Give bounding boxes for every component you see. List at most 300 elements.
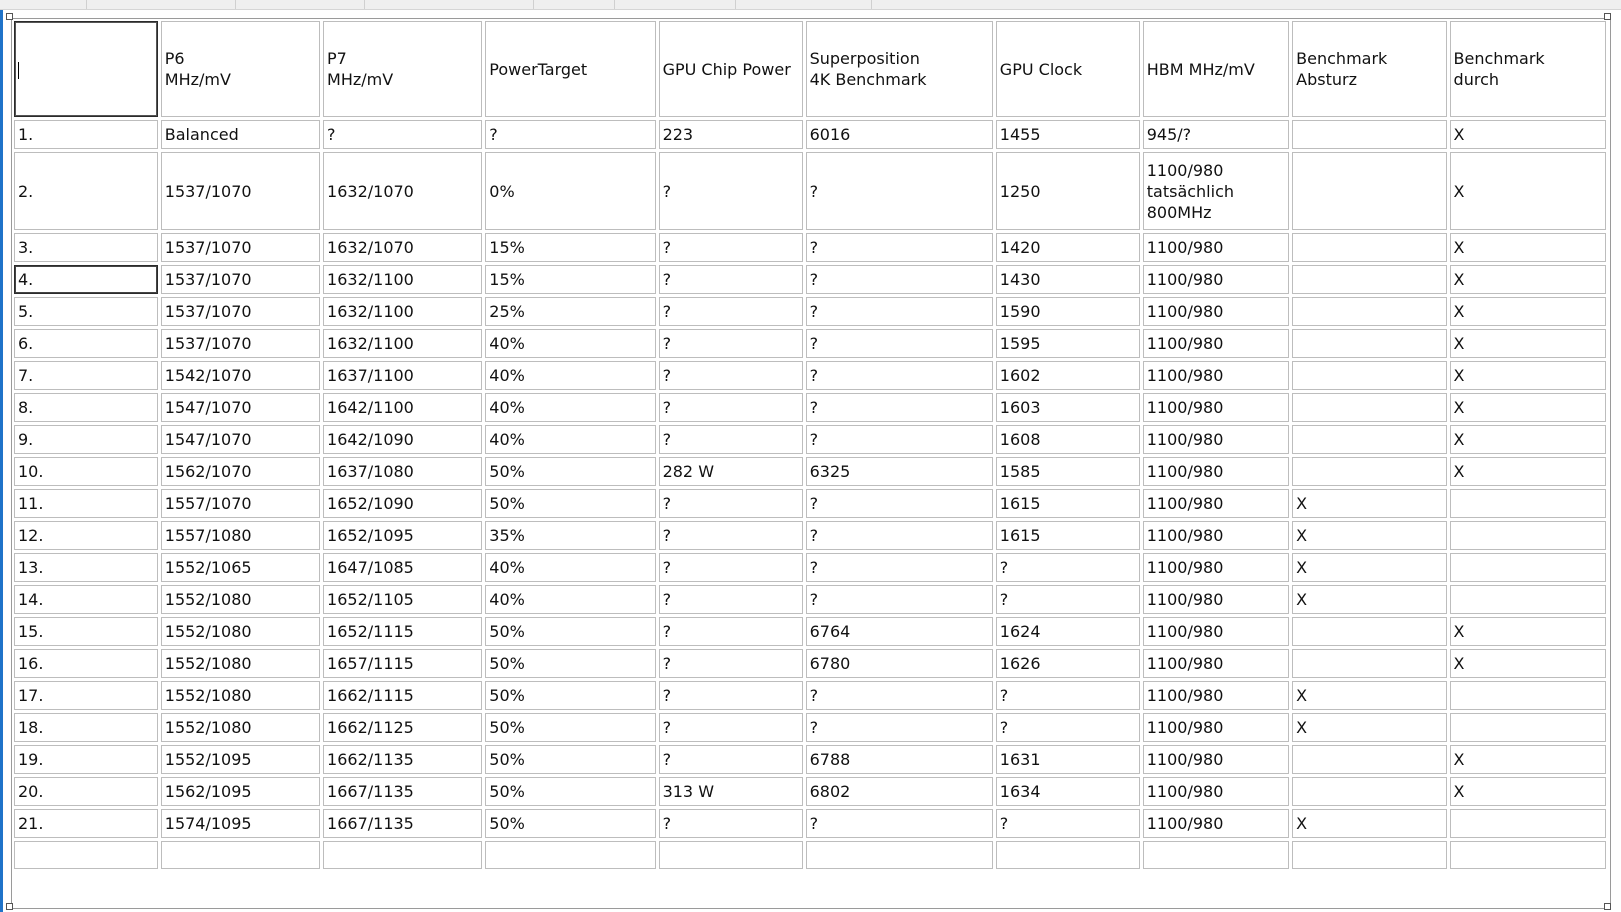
cell-hbm-mhz-mv[interactable]	[1143, 745, 1289, 774]
header-cell-hbm-mhz-mv[interactable]	[1143, 21, 1289, 117]
cell-text: 2.	[18, 181, 34, 201]
table-row	[14, 152, 1606, 230]
table-row	[14, 617, 1606, 646]
cell-text: 18.	[18, 718, 44, 737]
cell-benchmark-absturz[interactable]	[1292, 585, 1446, 614]
cell-gpu-chip-power[interactable]	[659, 841, 803, 869]
cell-benchmark-durch[interactable]	[1450, 649, 1606, 678]
cell-row-number[interactable]	[14, 120, 158, 149]
cell-benchmark-absturz[interactable]	[1292, 777, 1446, 806]
table-row	[14, 425, 1606, 454]
cell-power-target[interactable]	[485, 521, 655, 550]
cell-p6-mhz-mv[interactable]	[161, 152, 320, 230]
cell-gpu-clock[interactable]	[996, 681, 1140, 710]
cell-benchmark-absturz[interactable]	[1292, 489, 1446, 518]
cell-text: 1574/1095	[164, 814, 252, 833]
cell-gpu-chip-power[interactable]	[659, 425, 803, 454]
header-cell-row-number[interactable]	[14, 21, 158, 117]
cell-p7-mhz-mv[interactable]	[323, 841, 482, 869]
cell-power-target[interactable]	[485, 361, 655, 390]
cell-row-number[interactable]	[14, 265, 158, 294]
cell-text: 223	[662, 125, 694, 144]
cell-gpu-clock[interactable]	[996, 713, 1140, 742]
cell-superposition-4k-benchmark[interactable]	[806, 297, 993, 326]
cell-gpu-chip-power[interactable]	[659, 585, 803, 614]
cell-text: 50%	[489, 654, 525, 673]
header-label: P7 MHz/mV	[327, 49, 394, 89]
cell-gpu-clock[interactable]	[996, 457, 1140, 486]
cell-gpu-clock[interactable]	[996, 521, 1140, 550]
cell-text: X	[1296, 558, 1308, 577]
cell-benchmark-durch[interactable]	[1450, 521, 1606, 550]
cell-hbm-mhz-mv[interactable]	[1143, 713, 1289, 742]
cell-superposition-4k-benchmark[interactable]	[806, 809, 993, 838]
cell-text: X	[1296, 686, 1308, 705]
header-label: Benchmark Absturz	[1296, 49, 1388, 89]
cell-benchmark-absturz[interactable]	[1292, 809, 1446, 838]
cell-hbm-mhz-mv[interactable]	[1143, 329, 1289, 358]
cell-power-target[interactable]	[485, 425, 655, 454]
header-cell-gpu-clock[interactable]	[996, 21, 1140, 117]
cell-benchmark-absturz[interactable]	[1292, 152, 1446, 230]
cell-row-number[interactable]	[14, 745, 158, 774]
cell-p7-mhz-mv[interactable]	[323, 425, 482, 454]
cell-benchmark-durch[interactable]	[1450, 809, 1606, 838]
ruler-segment	[0, 0, 87, 9]
cell-p6-mhz-mv[interactable]	[161, 713, 320, 742]
cell-hbm-mhz-mv[interactable]	[1143, 457, 1289, 486]
cell-hbm-mhz-mv[interactable]	[1143, 521, 1289, 550]
cell-text: ?	[809, 334, 819, 353]
cell-hbm-mhz-mv[interactable]	[1143, 649, 1289, 678]
cell-gpu-chip-power[interactable]	[659, 233, 803, 262]
cell-p7-mhz-mv[interactable]	[323, 120, 482, 149]
cell-hbm-mhz-mv[interactable]	[1143, 681, 1289, 710]
cell-power-target[interactable]	[485, 745, 655, 774]
cell-text: 1547/1070	[164, 430, 252, 449]
cell-benchmark-durch[interactable]	[1450, 841, 1606, 869]
cell-superposition-4k-benchmark[interactable]	[806, 361, 993, 390]
cell-p7-mhz-mv[interactable]	[323, 777, 482, 806]
cell-gpu-clock[interactable]	[996, 489, 1140, 518]
cell-power-target[interactable]	[485, 297, 655, 326]
cell-p7-mhz-mv[interactable]	[323, 393, 482, 422]
cell-benchmark-durch[interactable]	[1450, 489, 1606, 518]
cell-benchmark-absturz[interactable]	[1292, 681, 1446, 710]
cell-row-number[interactable]	[14, 329, 158, 358]
cell-superposition-4k-benchmark[interactable]	[806, 777, 993, 806]
cell-hbm-mhz-mv[interactable]	[1143, 617, 1289, 646]
cell-gpu-chip-power[interactable]	[659, 649, 803, 678]
cell-row-number[interactable]	[14, 777, 158, 806]
cell-p6-mhz-mv[interactable]	[161, 649, 320, 678]
cell-power-target[interactable]	[485, 809, 655, 838]
cell-p7-mhz-mv[interactable]	[323, 329, 482, 358]
cell-gpu-clock[interactable]	[996, 841, 1140, 869]
header-cell-p6-mhz-mv[interactable]	[161, 21, 320, 117]
header-label: Superposition 4K Benchmark	[809, 49, 927, 89]
cell-p7-mhz-mv[interactable]	[323, 521, 482, 550]
cell-superposition-4k-benchmark[interactable]	[806, 745, 993, 774]
table-resize-handle-bottom-left[interactable]	[6, 903, 13, 910]
header-cell-benchmark-absturz[interactable]	[1292, 21, 1446, 117]
cell-hbm-mhz-mv[interactable]	[1143, 585, 1289, 614]
cell-gpu-clock[interactable]	[996, 585, 1140, 614]
cell-text: 1552/1080	[164, 654, 252, 673]
cell-benchmark-durch[interactable]	[1450, 361, 1606, 390]
cell-gpu-chip-power[interactable]	[659, 745, 803, 774]
cell-hbm-mhz-mv[interactable]	[1143, 777, 1289, 806]
cell-gpu-chip-power[interactable]	[659, 393, 803, 422]
cell-power-target[interactable]	[485, 393, 655, 422]
cell-row-number[interactable]	[14, 649, 158, 678]
cell-row-number[interactable]	[14, 553, 158, 582]
cell-benchmark-absturz[interactable]	[1292, 329, 1446, 358]
cell-gpu-clock[interactable]	[996, 233, 1140, 262]
cell-hbm-mhz-mv[interactable]	[1143, 265, 1289, 294]
cell-gpu-chip-power[interactable]	[659, 457, 803, 486]
cell-p7-mhz-mv[interactable]	[323, 585, 482, 614]
cell-superposition-4k-benchmark[interactable]	[806, 617, 993, 646]
cell-row-number[interactable]	[14, 681, 158, 710]
cell-gpu-clock[interactable]	[996, 425, 1140, 454]
cell-text: ?	[662, 334, 672, 353]
overclock-benchmark-table	[11, 18, 1609, 872]
cell-benchmark-durch[interactable]	[1450, 681, 1606, 710]
cell-text: 40%	[489, 430, 525, 449]
cell-power-target[interactable]	[485, 681, 655, 710]
table-resize-handle-top-right[interactable]	[1604, 13, 1611, 20]
cell-text: 1100/980	[1146, 622, 1224, 641]
cell-power-target[interactable]	[485, 585, 655, 614]
cell-benchmark-durch[interactable]	[1450, 553, 1606, 582]
cell-gpu-chip-power[interactable]	[659, 553, 803, 582]
cell-text: ?	[662, 181, 672, 201]
cell-gpu-clock[interactable]	[996, 120, 1140, 149]
cell-p6-mhz-mv[interactable]	[161, 553, 320, 582]
cell-p7-mhz-mv[interactable]	[323, 489, 482, 518]
cell-power-target[interactable]	[485, 329, 655, 358]
cell-gpu-chip-power[interactable]	[659, 120, 803, 149]
cell-hbm-mhz-mv[interactable]	[1143, 489, 1289, 518]
cell-text: ?	[662, 494, 672, 513]
cell-text: ?	[809, 181, 819, 201]
cell-text: 1455	[999, 125, 1041, 144]
cell-gpu-chip-power[interactable]	[659, 489, 803, 518]
cell-text: 1634	[999, 782, 1041, 801]
cell-benchmark-durch[interactable]	[1450, 120, 1606, 149]
cell-p6-mhz-mv[interactable]	[161, 745, 320, 774]
cell-power-target[interactable]	[485, 265, 655, 294]
cell-benchmark-durch[interactable]	[1450, 233, 1606, 262]
cell-superposition-4k-benchmark[interactable]	[806, 489, 993, 518]
cell-gpu-clock[interactable]	[996, 265, 1140, 294]
cell-superposition-4k-benchmark[interactable]	[806, 425, 993, 454]
cell-gpu-chip-power[interactable]	[659, 265, 803, 294]
cell-row-number[interactable]	[14, 233, 158, 262]
cell-p7-mhz-mv[interactable]	[323, 681, 482, 710]
cell-p7-mhz-mv[interactable]	[323, 361, 482, 390]
cell-p7-mhz-mv[interactable]	[323, 553, 482, 582]
cell-p7-mhz-mv[interactable]	[323, 233, 482, 262]
cell-p6-mhz-mv[interactable]	[161, 457, 320, 486]
cell-gpu-clock[interactable]	[996, 361, 1140, 390]
cell-p6-mhz-mv[interactable]	[161, 233, 320, 262]
cell-text: 1552/1080	[164, 622, 252, 641]
cell-benchmark-durch[interactable]	[1450, 617, 1606, 646]
cell-benchmark-durch[interactable]	[1450, 152, 1606, 230]
cell-hbm-mhz-mv[interactable]	[1143, 120, 1289, 149]
cell-text: 40%	[489, 398, 525, 417]
cell-superposition-4k-benchmark[interactable]	[806, 585, 993, 614]
cell-text: 1100/980	[1146, 302, 1224, 321]
header-cell-benchmark-durch[interactable]	[1450, 21, 1606, 117]
cell-gpu-clock[interactable]	[996, 393, 1140, 422]
cell-hbm-mhz-mv[interactable]	[1143, 553, 1289, 582]
cell-text: 1537/1070	[164, 270, 252, 289]
cell-p6-mhz-mv[interactable]	[161, 841, 320, 869]
table-row	[14, 777, 1606, 806]
cell-p6-mhz-mv[interactable]	[161, 425, 320, 454]
cell-superposition-4k-benchmark[interactable]	[806, 393, 993, 422]
cell-text: Balanced	[164, 125, 239, 144]
cell-text: X	[1296, 526, 1308, 545]
cell-p6-mhz-mv[interactable]	[161, 297, 320, 326]
header-label: Benchmark durch	[1453, 49, 1545, 89]
cell-power-target[interactable]	[485, 152, 655, 230]
cell-text: 1652/1115	[327, 622, 414, 641]
cell-power-target[interactable]	[485, 457, 655, 486]
cell-superposition-4k-benchmark[interactable]	[806, 152, 993, 230]
cell-gpu-clock[interactable]	[996, 329, 1140, 358]
cell-hbm-mhz-mv[interactable]	[1143, 809, 1289, 838]
cell-row-number[interactable]	[14, 393, 158, 422]
table-resize-handle-top-left[interactable]	[6, 13, 13, 20]
cell-benchmark-durch[interactable]	[1450, 329, 1606, 358]
cell-p6-mhz-mv[interactable]	[161, 120, 320, 149]
cell-gpu-chip-power[interactable]	[659, 713, 803, 742]
cell-hbm-mhz-mv[interactable]	[1143, 152, 1289, 230]
cell-gpu-clock[interactable]	[996, 809, 1140, 838]
cell-row-number[interactable]	[14, 841, 158, 869]
cell-gpu-chip-power[interactable]	[659, 521, 803, 550]
cell-text: 1537/1070	[164, 334, 252, 353]
cell-gpu-clock[interactable]	[996, 297, 1140, 326]
cell-p6-mhz-mv[interactable]	[161, 585, 320, 614]
cell-power-target[interactable]	[485, 617, 655, 646]
cell-text: 1537/1070	[164, 238, 252, 257]
cell-benchmark-durch[interactable]	[1450, 585, 1606, 614]
cell-power-target[interactable]	[485, 713, 655, 742]
cell-benchmark-absturz[interactable]	[1292, 393, 1446, 422]
cell-row-number[interactable]	[14, 585, 158, 614]
cell-benchmark-absturz[interactable]	[1292, 233, 1446, 262]
cell-p6-mhz-mv[interactable]	[161, 393, 320, 422]
cell-superposition-4k-benchmark[interactable]	[806, 120, 993, 149]
cell-text: X	[1453, 430, 1465, 449]
cell-gpu-chip-power[interactable]	[659, 361, 803, 390]
cell-row-number[interactable]	[14, 297, 158, 326]
cell-gpu-chip-power[interactable]	[659, 681, 803, 710]
cell-gpu-chip-power[interactable]	[659, 617, 803, 646]
cell-benchmark-absturz[interactable]	[1292, 713, 1446, 742]
cell-p6-mhz-mv[interactable]	[161, 361, 320, 390]
cell-p6-mhz-mv[interactable]	[161, 681, 320, 710]
cell-benchmark-absturz[interactable]	[1292, 649, 1446, 678]
cell-text: 19.	[18, 750, 44, 769]
cell-text: X	[1453, 270, 1465, 289]
cell-text: ?	[662, 398, 672, 417]
cell-power-target[interactable]	[485, 233, 655, 262]
cell-text: 16.	[18, 654, 44, 673]
cell-row-number[interactable]	[14, 152, 158, 230]
cell-text: X	[1453, 366, 1465, 385]
cell-benchmark-durch[interactable]	[1450, 425, 1606, 454]
cell-power-target[interactable]	[485, 649, 655, 678]
cell-text: 1652/1105	[327, 590, 414, 609]
cell-superposition-4k-benchmark[interactable]	[806, 713, 993, 742]
cell-benchmark-absturz[interactable]	[1292, 120, 1446, 149]
cell-hbm-mhz-mv[interactable]	[1143, 233, 1289, 262]
cell-text: 1100/980	[1146, 782, 1224, 801]
cell-benchmark-absturz[interactable]	[1292, 521, 1446, 550]
cell-p6-mhz-mv[interactable]	[161, 489, 320, 518]
cell-benchmark-absturz[interactable]	[1292, 425, 1446, 454]
cell-gpu-clock[interactable]	[996, 152, 1140, 230]
cell-text: ?	[662, 814, 672, 833]
cell-superposition-4k-benchmark[interactable]	[806, 265, 993, 294]
cell-power-target[interactable]	[485, 841, 655, 869]
header-cell-p7-mhz-mv[interactable]	[323, 21, 482, 117]
table-row	[14, 585, 1606, 614]
cell-benchmark-absturz[interactable]	[1292, 297, 1446, 326]
cell-gpu-chip-power[interactable]	[659, 809, 803, 838]
cell-superposition-4k-benchmark[interactable]	[806, 521, 993, 550]
table-resize-handle-bottom-right[interactable]	[1604, 903, 1611, 910]
cell-hbm-mhz-mv[interactable]	[1143, 297, 1289, 326]
cell-power-target[interactable]	[485, 120, 655, 149]
cell-row-number[interactable]	[14, 521, 158, 550]
cell-superposition-4k-benchmark[interactable]	[806, 681, 993, 710]
cell-p6-mhz-mv[interactable]	[161, 809, 320, 838]
cell-benchmark-durch[interactable]	[1450, 297, 1606, 326]
cell-p6-mhz-mv[interactable]	[161, 617, 320, 646]
cell-gpu-chip-power[interactable]	[659, 297, 803, 326]
cell-p7-mhz-mv[interactable]	[323, 649, 482, 678]
cell-superposition-4k-benchmark[interactable]	[806, 841, 993, 869]
cell-text: 1100/980	[1146, 558, 1224, 577]
cell-hbm-mhz-mv[interactable]	[1143, 841, 1289, 869]
cell-gpu-chip-power[interactable]	[659, 777, 803, 806]
cell-text: 1632/1100	[327, 270, 414, 289]
cell-p7-mhz-mv[interactable]	[323, 713, 482, 742]
cell-p7-mhz-mv[interactable]	[323, 297, 482, 326]
cell-row-number[interactable]	[14, 457, 158, 486]
cell-power-target[interactable]	[485, 553, 655, 582]
cell-benchmark-durch[interactable]	[1450, 713, 1606, 742]
cell-benchmark-durch[interactable]	[1450, 393, 1606, 422]
cell-gpu-clock[interactable]	[996, 777, 1140, 806]
cell-row-number[interactable]	[14, 617, 158, 646]
cell-benchmark-absturz[interactable]	[1292, 745, 1446, 774]
cell-p6-mhz-mv[interactable]	[161, 521, 320, 550]
cell-text: 50%	[489, 494, 525, 513]
cell-benchmark-durch[interactable]	[1450, 777, 1606, 806]
cell-gpu-clock[interactable]	[996, 617, 1140, 646]
cell-text: 35%	[489, 526, 525, 545]
cell-benchmark-durch[interactable]	[1450, 745, 1606, 774]
cell-p7-mhz-mv[interactable]	[323, 265, 482, 294]
cell-p7-mhz-mv[interactable]	[323, 152, 482, 230]
cell-benchmark-durch[interactable]	[1450, 265, 1606, 294]
cell-row-number[interactable]	[14, 489, 158, 518]
cell-row-number[interactable]	[14, 425, 158, 454]
cell-benchmark-absturz[interactable]	[1292, 361, 1446, 390]
ruler-segment	[534, 0, 615, 9]
cell-gpu-chip-power[interactable]	[659, 152, 803, 230]
cell-p6-mhz-mv[interactable]	[161, 265, 320, 294]
ruler-segment	[236, 0, 365, 9]
cell-text: 0%	[489, 181, 515, 201]
cell-row-number[interactable]	[14, 713, 158, 742]
cell-gpu-chip-power[interactable]	[659, 329, 803, 358]
cell-gpu-clock[interactable]	[996, 553, 1140, 582]
cell-p6-mhz-mv[interactable]	[161, 777, 320, 806]
cell-text: ?	[809, 398, 819, 417]
cell-text: X	[1453, 654, 1465, 673]
header-cell-gpu-chip-power[interactable]	[659, 21, 803, 117]
cell-row-number[interactable]	[14, 361, 158, 390]
cell-power-target[interactable]	[485, 777, 655, 806]
cell-benchmark-absturz[interactable]	[1292, 553, 1446, 582]
cell-text: 6016	[809, 125, 851, 144]
cell-gpu-clock[interactable]	[996, 745, 1140, 774]
cell-power-target[interactable]	[485, 489, 655, 518]
cell-text: X	[1453, 238, 1465, 257]
cell-superposition-4k-benchmark[interactable]	[806, 457, 993, 486]
cell-p7-mhz-mv[interactable]	[323, 617, 482, 646]
cell-text: ?	[999, 718, 1009, 737]
cell-benchmark-absturz[interactable]	[1292, 265, 1446, 294]
cell-superposition-4k-benchmark[interactable]	[806, 649, 993, 678]
cell-benchmark-absturz[interactable]	[1292, 457, 1446, 486]
cell-text: 1537/1070	[164, 181, 252, 201]
cell-p7-mhz-mv[interactable]	[323, 457, 482, 486]
cell-text: X	[1296, 590, 1308, 609]
cell-row-number[interactable]	[14, 809, 158, 838]
cell-benchmark-durch[interactable]	[1450, 457, 1606, 486]
cell-p7-mhz-mv[interactable]	[323, 745, 482, 774]
cell-text: 1100/980	[1146, 526, 1224, 545]
cell-p7-mhz-mv[interactable]	[323, 809, 482, 838]
cell-benchmark-absturz[interactable]	[1292, 841, 1446, 869]
cell-hbm-mhz-mv[interactable]	[1143, 393, 1289, 422]
cell-hbm-mhz-mv[interactable]	[1143, 361, 1289, 390]
cell-hbm-mhz-mv[interactable]	[1143, 425, 1289, 454]
cell-superposition-4k-benchmark[interactable]	[806, 233, 993, 262]
header-cell-power-target[interactable]	[485, 21, 655, 117]
cell-gpu-clock[interactable]	[996, 649, 1140, 678]
cell-superposition-4k-benchmark[interactable]	[806, 329, 993, 358]
cell-text: 1667/1135	[327, 814, 414, 833]
cell-text: X	[1296, 494, 1308, 513]
cell-superposition-4k-benchmark[interactable]	[806, 553, 993, 582]
cell-p6-mhz-mv[interactable]	[161, 329, 320, 358]
table-row	[14, 521, 1606, 550]
cell-text: 1615	[999, 494, 1041, 513]
cell-benchmark-absturz[interactable]	[1292, 617, 1446, 646]
header-cell-superposition-4k-benchmark[interactable]	[806, 21, 993, 117]
